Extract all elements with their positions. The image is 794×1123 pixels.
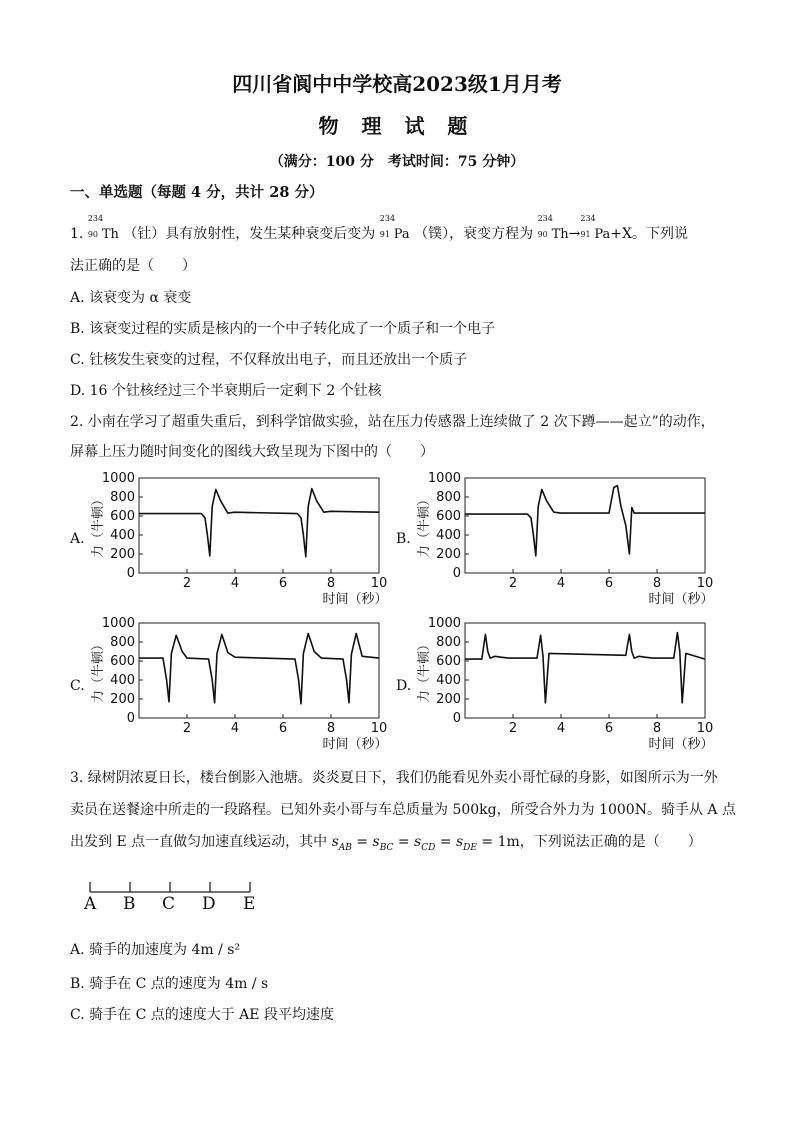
- y-tick-label: 0: [126, 566, 135, 581]
- x-tick-label: 4: [230, 576, 240, 591]
- q3-option-b[interactable]: B. 骑手在 C 点的速度为 4m / s: [70, 976, 269, 992]
- y-tick-label: 800: [436, 490, 461, 505]
- x-tick-label: 8: [652, 576, 662, 591]
- y-tick-label: 400: [110, 528, 135, 543]
- y-axis-label: 力（牛顿）: [91, 492, 106, 559]
- y-tick-label: 400: [436, 528, 461, 543]
- y-axis-label: 力（牛顿）: [91, 637, 106, 704]
- y-tick-label: 1000: [427, 471, 461, 486]
- x-tick-label: 8: [326, 721, 336, 736]
- x-tick-label: 2: [508, 576, 518, 591]
- plot-frame: [465, 623, 705, 718]
- point-d-label: D: [202, 894, 216, 914]
- y-tick-label: 800: [110, 635, 135, 650]
- road-segment-diagram: [86, 878, 266, 918]
- y-axis-label: 力（牛顿）: [417, 637, 432, 704]
- y-tick-label: 600: [110, 654, 135, 669]
- q1-option-c[interactable]: C. 钍核发生衰变的过程，不仅释放出电子，而且还放出一个质子: [70, 352, 468, 368]
- mass-number: 234: [580, 214, 596, 223]
- y-tick-label: 200: [436, 692, 461, 707]
- x-tick-label: 6: [278, 576, 288, 591]
- protactinium-text: （镤），衰变方程为: [414, 226, 534, 242]
- y-tick-label: 400: [436, 673, 461, 688]
- x-tick-label: 2: [508, 721, 518, 736]
- road-segment-line: [86, 878, 266, 896]
- element-symbol: Th: [551, 227, 569, 242]
- x-tick-label: 6: [604, 721, 614, 736]
- atomic-number: 90: [87, 230, 98, 239]
- y-tick-label: 600: [110, 509, 135, 524]
- exam-title: 四川省阆中中学校高2023级1月月考: [232, 72, 562, 96]
- x-tick-label: 6: [278, 721, 288, 736]
- question-2-line-1: 2. 小南在学习了超重失重后，到科学馆做实验，站在压力传感器上连续做了 2 次下蹲——起立”的动作，: [70, 414, 715, 430]
- y-tick-label: 0: [452, 711, 461, 726]
- question-3-tail: = 1m，下列说法正确的是（ ）: [481, 834, 702, 850]
- y-tick-label: 0: [126, 711, 135, 726]
- element-symbol: Pa: [594, 227, 611, 242]
- question-3-text: 出发到 E 点一直做匀加速直线运动，其中: [70, 834, 328, 850]
- question-3-line-2: 卖员在送餐途中所走的一段路程。已知外卖小哥与车总质量为 500kg，所受合外力为 1000N。骑手从 A 点: [70, 802, 736, 818]
- mass-number: 234: [537, 214, 553, 223]
- q3-option-c[interactable]: C. 骑手在 C 点的速度大于 AE 段平均速度: [70, 1007, 334, 1023]
- distance-equation: $s_{AB} = s_{BC} = s_{CD} = s_{DE}$: [331, 834, 477, 853]
- point-e-label: E: [243, 894, 256, 914]
- x-tick-label: 4: [556, 721, 566, 736]
- x-tick-label: 10: [696, 576, 714, 591]
- y-tick-label: 0: [452, 566, 461, 581]
- x-axis-label: 时间（秒）: [648, 737, 714, 752]
- x-tick-label: 10: [370, 576, 388, 591]
- x-tick-label: 2: [182, 721, 192, 736]
- point-a-label: A: [84, 894, 97, 914]
- exam-subtitle: 物 理 试 题: [318, 114, 476, 138]
- mass-number: 234: [379, 214, 396, 223]
- question-3-line-3: [70, 832, 702, 858]
- x-tick-label: 10: [696, 721, 714, 736]
- x-tick-label: 8: [326, 576, 336, 591]
- x-axis-label: 时间（秒）: [648, 592, 714, 607]
- x-tick-label: 2: [182, 576, 192, 591]
- question-1-line-1: [70, 214, 688, 245]
- q1-option-b[interactable]: B. 该衰变过程的实质是核内的一个中子转化成了一个质子和一个电子: [70, 321, 496, 337]
- q2-option-a-label[interactable]: A.: [70, 531, 85, 547]
- y-tick-label: 600: [436, 654, 461, 669]
- element-symbol: Pa: [393, 227, 410, 242]
- point-b-label: B: [123, 894, 136, 914]
- point-c-label: C: [162, 894, 176, 914]
- y-tick-label: 800: [110, 490, 135, 505]
- x-axis-label: 时间（秒）: [322, 737, 388, 752]
- equation-protactinium: [580, 214, 611, 245]
- y-tick-label: 1000: [101, 471, 135, 486]
- equation-tail: +X。下列说: [610, 226, 688, 242]
- q2-option-c-label[interactable]: C.: [70, 678, 85, 694]
- q2-option-d-label[interactable]: D.: [396, 678, 412, 694]
- x-tick-label: 6: [604, 576, 614, 591]
- question-1-line-2: 法正确的是（ ）: [70, 258, 196, 274]
- force-curve: [139, 489, 379, 557]
- element-symbol: Th: [101, 227, 119, 242]
- y-axis-label: 力（牛顿）: [417, 492, 432, 559]
- atomic-number: 91: [580, 230, 591, 239]
- force-chart-b[interactable]: [410, 470, 714, 614]
- y-tick-label: 200: [110, 692, 135, 707]
- force-curve: [465, 633, 705, 703]
- force-chart-c[interactable]: [84, 615, 388, 759]
- protactinium-nuclide: [379, 214, 410, 245]
- y-tick-label: 200: [436, 547, 461, 562]
- atomic-number: 90: [537, 230, 548, 239]
- force-chart-d[interactable]: [410, 615, 714, 759]
- x-tick-label: 4: [230, 721, 240, 736]
- arrow-icon: →: [568, 226, 581, 242]
- y-tick-label: 400: [110, 673, 135, 688]
- y-tick-label: 200: [110, 547, 135, 562]
- question-3-line-1: 3. 绿树阴浓夏日长，楼台倒影入池塘。炎炎夏日下，我们仍能看见外卖小哥忙碌的身影，如图所示为一外: [70, 770, 718, 786]
- thorium-text: （钍）具有放射性，发生某种衰变后变为: [123, 226, 376, 242]
- atomic-number: 91: [379, 230, 390, 239]
- y-tick-label: 1000: [101, 616, 135, 631]
- force-curve: [465, 486, 705, 556]
- y-tick-label: 800: [436, 635, 461, 650]
- q2-option-b-label[interactable]: B.: [396, 531, 411, 547]
- q1-option-a[interactable]: A. 该衰变为 α 衰变: [70, 290, 192, 306]
- question-2-line-2: 屏幕上压力随时间变化的图线大致呈现为下图中的（ ）: [70, 444, 434, 460]
- section-heading: 一、单选题（每题 4 分，共计 28 分）: [70, 184, 324, 201]
- x-tick-label: 8: [652, 721, 662, 736]
- force-chart-a[interactable]: [84, 470, 388, 614]
- mass-number: 234: [87, 214, 104, 223]
- x-tick-label: 10: [370, 721, 388, 736]
- question-number: 1.: [70, 226, 84, 242]
- exam-info: （满分：100 分 考试时间：75 分钟）: [269, 154, 525, 170]
- thorium-nuclide: [87, 214, 119, 245]
- plot-frame: [465, 478, 705, 573]
- y-tick-label: 1000: [427, 616, 461, 631]
- plot-frame: [139, 478, 379, 573]
- q1-option-d[interactable]: D. 16 个钍核经过三个半衰期后一定剩下 2 个钍核: [70, 383, 382, 399]
- force-curve: [139, 634, 379, 704]
- q3-option-a[interactable]: A. 骑手的加速度为 4m / s²: [70, 942, 241, 958]
- x-tick-label: 4: [556, 576, 566, 591]
- x-axis-label: 时间（秒）: [322, 592, 388, 607]
- y-tick-label: 600: [436, 509, 461, 524]
- equation-thorium: [537, 214, 569, 245]
